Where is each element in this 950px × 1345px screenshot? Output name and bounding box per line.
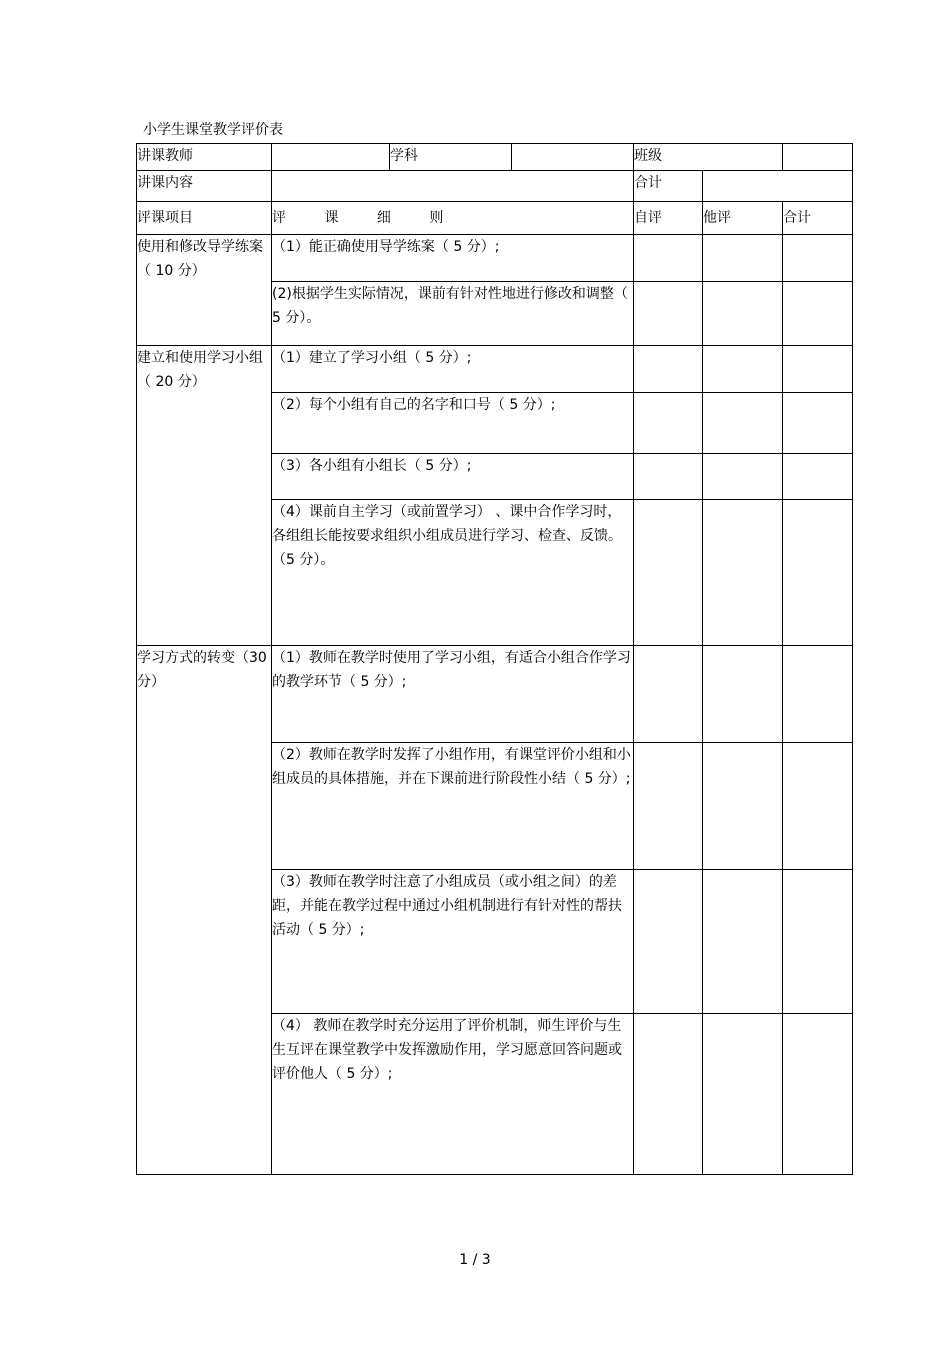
criteria-cell <box>272 870 634 1014</box>
criteria-cell <box>272 235 634 282</box>
section-title-cell <box>137 646 272 1175</box>
total-score-cell[interactable] <box>783 500 853 646</box>
teacher-label: 讲课教师 <box>137 148 193 164</box>
total-label: 合计 <box>634 175 662 191</box>
subject-value-cell[interactable] <box>512 144 634 171</box>
self-score-cell[interactable] <box>634 393 703 454</box>
content-value-cell[interactable] <box>272 171 634 202</box>
col-criteria-label: 评 课 细 则 <box>272 210 461 226</box>
col-total-label: 合计 <box>783 210 811 226</box>
criteria-text: （3）教师在教学时注意了小组成员（或小组之间）的差距，并能在教学过程中通过小组机制进行有针对性的帮扶活动（ 5 分）; <box>272 874 622 938</box>
total-value-cell[interactable] <box>703 171 853 202</box>
col-total-cell <box>783 202 853 235</box>
self-score-cell[interactable] <box>634 743 703 870</box>
peer-score-cell[interactable] <box>703 454 783 500</box>
criteria-text: （1）教师在教学时使用了学习小组，有适合小组合作学习的教学环节（ 5 分）; <box>272 650 631 690</box>
section-title-cell <box>137 235 272 346</box>
content-label: 讲课内容 <box>137 175 193 191</box>
col-criteria-cell <box>272 202 634 235</box>
content-label-cell <box>137 171 272 202</box>
peer-score-cell[interactable] <box>703 346 783 393</box>
total-score-cell[interactable] <box>783 870 853 1014</box>
total-score-cell[interactable] <box>783 393 853 454</box>
section-title: 使用和修改导学练案（ 10 分） <box>137 239 263 279</box>
class-label: 班级 <box>634 148 662 164</box>
peer-score-cell[interactable] <box>703 235 783 282</box>
criteria-row <box>137 235 853 282</box>
self-score-cell[interactable] <box>634 346 703 393</box>
self-score-cell[interactable] <box>634 454 703 500</box>
criteria-text: (2)根据学生实际情况，课前有针对性地进行修改和调整（ 5 分）。 <box>272 286 628 326</box>
criteria-cell <box>272 646 634 743</box>
header-row-teacher <box>137 144 853 171</box>
subject-label: 学科 <box>390 148 418 164</box>
criteria-row <box>137 646 853 743</box>
col-peer-cell <box>703 202 783 235</box>
class-label-cell <box>634 144 783 171</box>
self-score-cell[interactable] <box>634 235 703 282</box>
teacher-value-cell[interactable] <box>272 144 390 171</box>
section-title-cell <box>137 346 272 646</box>
column-header-row <box>137 202 853 235</box>
section-title: 学习方式的转变（30 分） <box>137 650 267 690</box>
criteria-cell <box>272 282 634 346</box>
criteria-cell <box>272 743 634 870</box>
header-row-content <box>137 171 853 202</box>
col-self-label: 自评 <box>634 210 662 226</box>
document-title: 小学生课堂教学评价表 <box>143 122 283 138</box>
criteria-text: （1）能正确使用导学练案（ 5 分）; <box>272 239 500 255</box>
peer-score-cell[interactable] <box>703 870 783 1014</box>
peer-score-cell[interactable] <box>703 500 783 646</box>
subject-label-cell <box>390 144 512 171</box>
total-label-cell <box>634 171 703 202</box>
col-item-label: 评课项目 <box>137 210 193 226</box>
criteria-text: （2）教师在教学时发挥了小组作用，有课堂评价小组和小组成员的具体措施，并在下课前进行阶段性小结（ 5 分）; <box>272 747 631 787</box>
self-score-cell[interactable] <box>634 870 703 1014</box>
total-score-cell[interactable] <box>783 743 853 870</box>
criteria-cell <box>272 500 634 646</box>
page-number: 1 / 3 <box>459 1252 491 1268</box>
peer-score-cell[interactable] <box>703 1014 783 1175</box>
criteria-text: （4）课前自主学习（或前置学习） 、课中合作学习时，各组组长能按要求组织小组成员进行学习、检查、反馈。 （5 分）。 <box>272 504 622 568</box>
teacher-label-cell <box>137 144 272 171</box>
criteria-text: （3）各小组有小组长（ 5 分）; <box>272 458 472 474</box>
total-score-cell[interactable] <box>783 1014 853 1175</box>
self-score-cell[interactable] <box>634 282 703 346</box>
peer-score-cell[interactable] <box>703 393 783 454</box>
criteria-text: （1）建立了学习小组（ 5 分）; <box>272 350 472 366</box>
criteria-cell <box>272 454 634 500</box>
total-score-cell[interactable] <box>783 282 853 346</box>
total-score-cell[interactable] <box>783 235 853 282</box>
criteria-row <box>137 346 853 393</box>
col-item-cell <box>137 202 272 235</box>
section-title: 建立和使用学习小组（ 20 分） <box>137 350 263 390</box>
peer-score-cell[interactable] <box>703 282 783 346</box>
criteria-cell <box>272 393 634 454</box>
peer-score-cell[interactable] <box>703 743 783 870</box>
peer-score-cell[interactable] <box>703 646 783 743</box>
total-score-cell[interactable] <box>783 454 853 500</box>
col-peer-label: 他评 <box>703 210 731 226</box>
self-score-cell[interactable] <box>634 646 703 743</box>
total-score-cell[interactable] <box>783 346 853 393</box>
criteria-text: （4） 教师在教学时充分运用了评价机制，师生评价与生生互评在课堂教学中发挥激励作用，学习愿意回答问题或评价他人（ 5 分）; <box>272 1018 622 1082</box>
total-score-cell[interactable] <box>783 646 853 743</box>
criteria-text: （2）每个小组有自己的名字和口号（ 5 分）; <box>272 397 556 413</box>
col-self-cell <box>634 202 703 235</box>
evaluation-table <box>136 143 853 1175</box>
self-score-cell[interactable] <box>634 1014 703 1175</box>
class-value-cell[interactable] <box>783 144 853 171</box>
self-score-cell[interactable] <box>634 500 703 646</box>
criteria-cell <box>272 346 634 393</box>
criteria-cell <box>272 1014 634 1175</box>
